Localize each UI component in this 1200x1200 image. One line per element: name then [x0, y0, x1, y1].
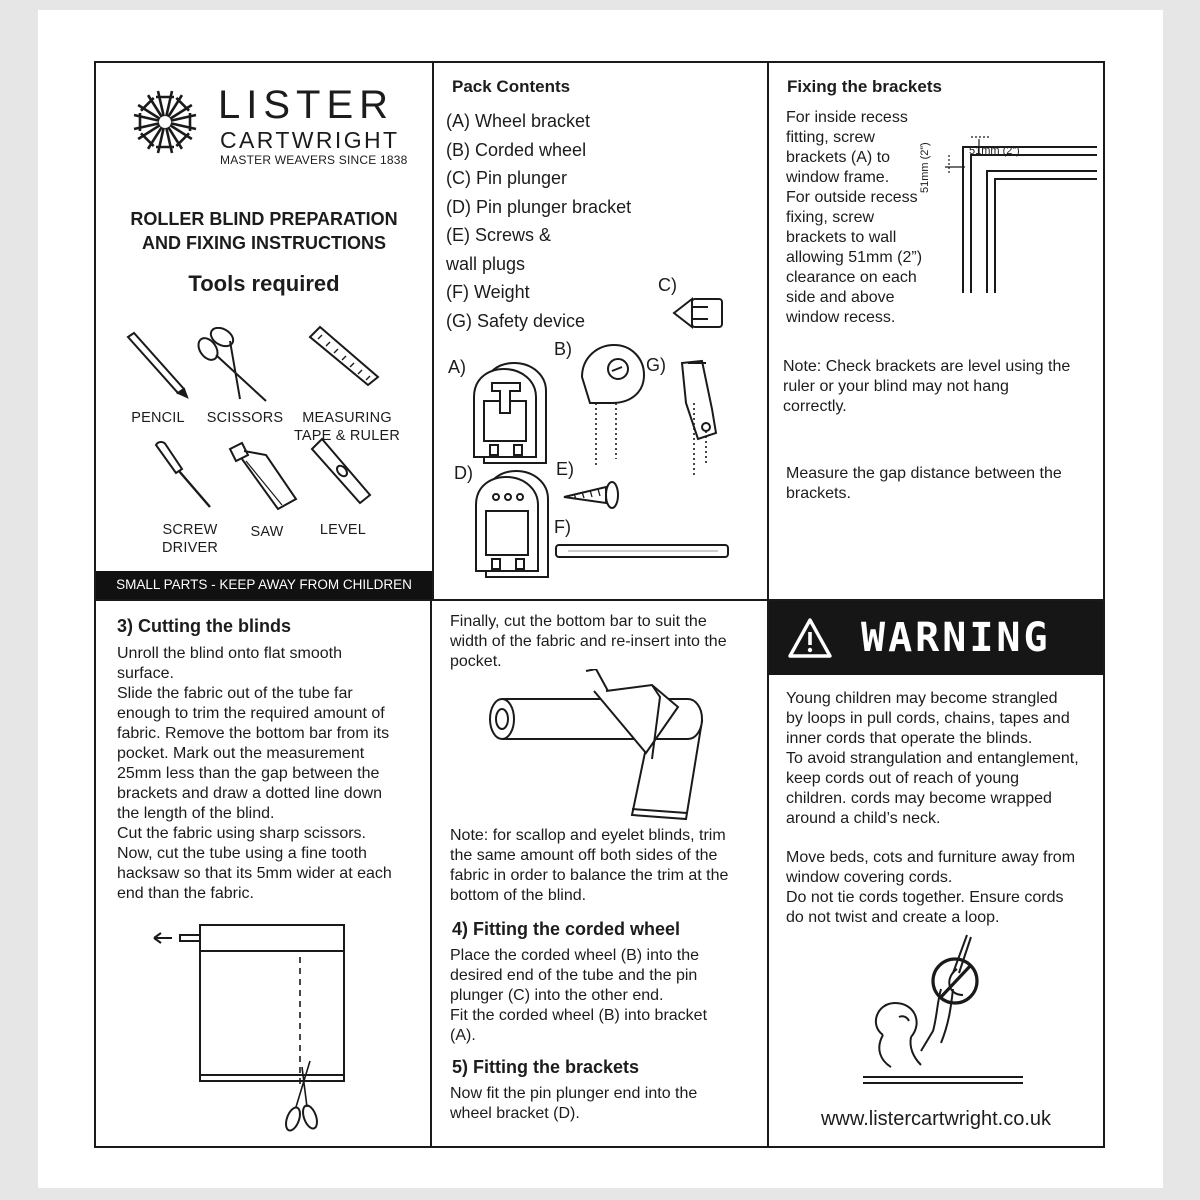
fig-label-g: G)	[646, 355, 666, 375]
fixing-line: fixing, screw	[786, 209, 875, 226]
cutting-line: 25mm less than the gap between the	[117, 765, 380, 782]
page-title-line2: AND FIXING INSTRUCTIONS	[141, 233, 386, 253]
text-line: Finally, cut the bottom bar to suit the	[450, 613, 707, 630]
warning-line: Do not tie cords together. Ensure cords	[786, 889, 1064, 906]
text-line: pocket.	[450, 653, 502, 670]
fixing-text	[786, 108, 922, 328]
fixing-line: fitting, screw	[786, 129, 875, 146]
note-line: Measure the gap distance between the	[786, 465, 1062, 482]
warning-line: To avoid strangulation and entanglement,	[786, 750, 1079, 767]
cutting-line: brackets and draw a dotted line down	[117, 785, 383, 802]
ruler-icon	[308, 325, 380, 387]
warning-line: keep cords out of reach of young	[786, 770, 1020, 787]
cutting-text	[117, 644, 392, 904]
window-frame-diagram	[937, 133, 1103, 303]
note-line: Note: Check brackets are level using the	[783, 358, 1071, 375]
website-link[interactable]: www.listercartwright.co.uk	[820, 1108, 1052, 1130]
pack-item: (G) Safety device	[446, 310, 586, 331]
warning-panel	[767, 599, 1105, 1148]
fig-label-f: F)	[554, 517, 571, 537]
warning-line: do not twist and create a loop.	[786, 909, 1000, 926]
text-line: wheel bracket (D).	[450, 1105, 580, 1122]
fixing-line: brackets to wall	[786, 229, 897, 246]
warning-icon	[787, 617, 833, 659]
warning-line: around a child’s neck.	[786, 810, 941, 827]
text-line: Note: for scallop and eyelet blinds, trim	[450, 827, 726, 844]
fig-label-c: C)	[658, 275, 677, 295]
pencil-icon	[124, 331, 190, 399]
pack-item: (A) Wheel bracket	[446, 111, 591, 131]
step5-heading: 5) Fitting the brackets	[452, 1057, 640, 1077]
warning-line: Move beds, cots and furniture away from	[786, 849, 1076, 866]
tool-label-level: LEVEL	[319, 522, 367, 538]
warning-line: Young children may become strangled	[786, 690, 1058, 707]
hacksaw-cutting-tube-diagram	[482, 669, 732, 829]
cutting-panel	[94, 599, 432, 1148]
text-line: Fit the corded wheel (B) into bracket	[450, 1007, 708, 1024]
fixing-line: side and above	[786, 289, 895, 306]
warning-title: WARNING	[861, 615, 1051, 661]
fixing-line: brackets (A) to	[786, 149, 891, 166]
fixing-line: window recess.	[786, 309, 896, 326]
pack-list	[446, 107, 631, 335]
measure-note	[786, 464, 1062, 504]
dim-side-label: 51mm (2”)	[919, 142, 931, 193]
cutting-line: surface.	[117, 665, 174, 682]
text-line: Place the corded wheel (B) into the	[450, 947, 700, 964]
fixing-line: window frame.	[786, 169, 890, 186]
cutting-line: pocket. Mark out the measurement	[117, 745, 365, 762]
pack-item: (E) Screws &	[446, 225, 552, 245]
fixing-line: For outside recess	[786, 189, 918, 206]
screwdriver-icon	[152, 439, 214, 509]
pack-item: (C) Pin plunger	[446, 168, 568, 188]
cutting-line: end than the fabric.	[117, 885, 254, 902]
text-line: bottom of the blind.	[450, 887, 587, 904]
pin-plunger-icon	[672, 293, 728, 333]
wheel-bracket-icon	[470, 361, 550, 465]
scissors-icon	[196, 327, 272, 403]
tool-label-saw: SAW	[250, 524, 284, 540]
text-line: desired end of the tube and the pin	[450, 967, 698, 984]
fig-label-a: A)	[448, 357, 466, 377]
tool-label-measuring-2: TAPE & RULER	[293, 428, 401, 444]
note-line: ruler or your blind may not hang	[783, 378, 1009, 395]
text-line: Now fit the pin plunger end into the	[450, 1085, 698, 1102]
text-line: width of the fabric and re-insert into the	[450, 633, 727, 650]
page-title-line1: ROLLER BLIND PREPARATION	[130, 209, 398, 229]
text-line: fabric in order to balance the trim at the	[450, 867, 729, 884]
fixing-heading: Fixing the brackets	[787, 77, 942, 96]
note-line: correctly.	[783, 398, 847, 415]
fig-label-b: B)	[554, 339, 572, 359]
dim-top-label: 51mm (2”)	[969, 145, 1020, 157]
cutting-line: Now, cut the tube using a fine tooth	[117, 845, 367, 862]
brand-name: LISTER	[218, 83, 395, 127]
fixing-line: clearance on each	[786, 269, 917, 286]
fixing-panel	[767, 61, 1105, 601]
brand-sub: CARTWRIGHT	[220, 127, 400, 153]
text-line: the same amount off both sides of the	[450, 847, 718, 864]
warning-text-2	[786, 848, 1075, 928]
brand-logo-icon	[128, 85, 202, 159]
child-cord-hazard-icon	[825, 933, 1065, 1099]
cutting-line: Cut the fabric using sharp scissors.	[117, 825, 366, 842]
small-parts-text: SMALL PARTS - KEEP AWAY FROM CHILDREN	[116, 577, 412, 592]
warning-line: children. cords may become wrapped	[786, 790, 1052, 807]
tool-label-measuring: MEASURING	[302, 410, 392, 426]
hacksaw-icon	[222, 441, 302, 513]
fig-label-e: E)	[556, 459, 574, 479]
warning-text-1	[786, 689, 1079, 829]
screw-icon	[562, 475, 622, 509]
note-line: brackets.	[786, 485, 851, 502]
cutting-line: enough to trim the required amount of	[117, 705, 385, 722]
instructions-panel	[430, 599, 769, 1148]
pin-plunger-bracket-icon	[472, 467, 552, 579]
corded-wheel-icon	[576, 341, 648, 471]
pack-heading: Pack Contents	[452, 77, 571, 96]
cutting-line: Unroll the blind onto flat smooth	[117, 645, 343, 662]
pack-item: (F) Weight	[446, 282, 530, 302]
warning-line: by loops in pull cords, chains, tapes and	[786, 710, 1070, 727]
step5-text	[450, 1084, 697, 1124]
step4-text	[450, 946, 707, 1046]
tool-label-pencil: PENCIL	[131, 410, 185, 426]
tools-heading: Tools required	[188, 271, 340, 296]
scallop-note	[450, 826, 728, 906]
fig-label-d: D)	[454, 463, 473, 483]
step4-heading: 4) Fitting the corded wheel	[452, 919, 681, 939]
fixing-line: For inside recess	[786, 109, 908, 126]
warning-banner	[769, 601, 1103, 675]
fixing-line: allowing 51mm (2”)	[786, 249, 923, 266]
text-line: plunger (C) into the other end.	[450, 987, 664, 1004]
text-line: (A).	[450, 1027, 476, 1044]
blind-cutting-diagram	[150, 917, 360, 1139]
level-note	[783, 357, 1070, 417]
tool-label-screw: SCREW	[162, 522, 218, 538]
pack-item: (B) Corded wheel	[446, 139, 587, 160]
safety-device-icon	[672, 359, 730, 477]
pack-item: (D) Pin plunger bracket	[446, 196, 632, 217]
bottom-bar-text	[450, 612, 727, 672]
warning-line: inner cords that operate the blinds.	[786, 730, 1033, 747]
brand-tagline: MASTER WEAVERS SINCE 1838	[220, 153, 408, 167]
cutting-heading: 3) Cutting the blinds	[117, 616, 291, 636]
cutting-line: hacksaw so that its 5mm wider at each	[117, 865, 392, 882]
pack-panel	[432, 61, 769, 601]
tool-label-driver: DRIVER	[162, 540, 218, 556]
warning-line: window covering cords.	[786, 869, 953, 886]
cutting-line: Slide the fabric out of the tube far	[117, 685, 353, 702]
tool-label-scissors: SCISSORS	[206, 410, 284, 426]
intro-panel	[94, 61, 434, 601]
small-parts-banner	[96, 571, 432, 599]
cutting-line: the length of the blind.	[117, 805, 275, 822]
pack-item: wall plugs	[446, 253, 526, 274]
level-icon	[310, 437, 372, 507]
weight-bar-icon	[554, 541, 732, 561]
cutting-line: fabric. Remove the bottom bar from its	[117, 725, 390, 742]
instruction-sheet	[38, 10, 1163, 1188]
